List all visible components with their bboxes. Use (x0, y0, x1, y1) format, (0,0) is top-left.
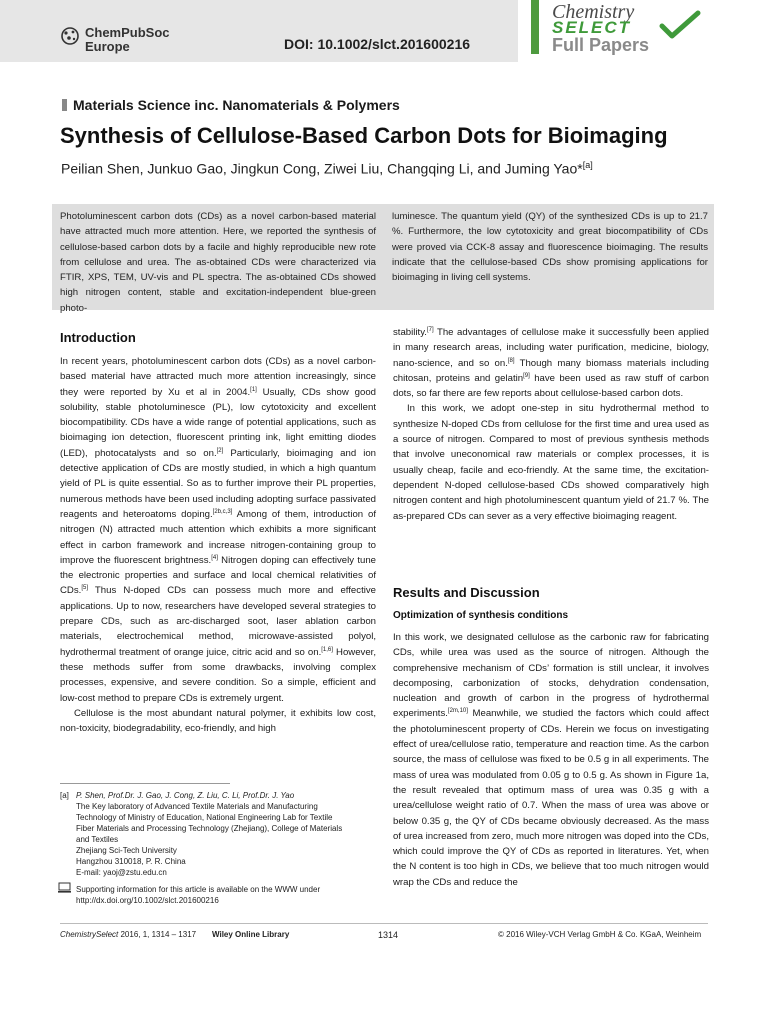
citation: [4] (211, 554, 218, 561)
results-subheading: Optimization of synthesis conditions (393, 610, 569, 621)
citation: [7] (426, 326, 434, 333)
globe-logo-icon (60, 26, 80, 46)
citation: [1] (250, 386, 257, 393)
supporting-info-text: Supporting information for this article is available on the WWW under (76, 885, 321, 894)
footnote-line: The Key laboratory of Advanced Textile Materials and Manufacturing (76, 802, 318, 811)
citation: [8] (507, 357, 515, 364)
authors-affiliation-mark: [a] (582, 160, 593, 170)
brand-full-papers: Full Papers (552, 35, 650, 55)
text-run: Thus N-doped CDs can possess much more and effective applications. Up to now, researchers have developed several strategies to prepare CDs, such as arc-discharged soot, laser ablation carbon materials, electrochemical method, microwave-assisted polyol, hydrothermal treatment of orange juice, citric acid and so on. (60, 585, 376, 658)
section-label (62, 97, 400, 113)
section-label-text: Materials Science inc. Nanomaterials & Polymers (73, 97, 400, 113)
checkmark-icon (658, 10, 702, 40)
abstract-box (52, 204, 714, 314)
citation: [2m,10] (447, 708, 468, 715)
section-bar (62, 99, 67, 111)
text-run: However, these methods suffer from some drawbacks, involving complex processes, expensive, and severe condition. So a simple, efficient and low-cost method to prepare CDs is extremely urgent. (60, 646, 377, 704)
footer-rule (60, 923, 708, 924)
footnote-line: Technology of Ministry of Education, National Engineering Lab for Textile (76, 813, 333, 822)
text-run: Meanwhile, we studied the factors which could affect the photoluminescent property of CDs. Herein we focus on investigating effect of urea/cellulose ratio, temperature and reaction time. As the carbon source, the mass of cellulose was fixed to be 0.5 g in all experiments. The mass of urea was modulated from 0.05 g to 0.5 g. As shown in Figure 1a, the result revealed that optimum mass of urea was 0.35 g with a urea/cellulose weight ratio of 0.7. When the mass of urea was above or below 0.35 g, the QY of CDs became obviously decreased. As the mass of urea increased from zero, much more nitrogen was doped into the CDs, which could improve the QY of CDs as reported in literatures. Yet, when the N content is too high in CDs, we believe that too much nitrogen would wrap the CDs and reduce the (393, 708, 709, 888)
footnote-email: E-mail: yaoj@zstu.edu.cn (76, 868, 167, 877)
logo-text-line2: Europe (85, 39, 130, 54)
text-run: have been used as raw stuff of carbon dots, so far there are few reports about cellulose-based carbon dots. (393, 372, 709, 400)
footer-library[interactable]: Wiley Online Library (212, 930, 290, 939)
footnote-line: Fiber Materials and Processing Technology (Zhejiang), College of Materials (76, 824, 343, 833)
citation: [9] (523, 372, 530, 379)
right-column-results (393, 630, 709, 890)
footer-citation (60, 930, 196, 939)
abstract-right: luminesce. The quantum yield (QY) of the synthesized CDs is up to 21.7 %. Furthermore, the low cytotoxicity and great biocompatibility of CDs were proved via CCK-8 assay and fluorescence bioimaging. The results indicate that the cellulose-based CDs show promising applications for bioimaging in living cell systems. (392, 211, 708, 284)
intro-paragraph-3 (393, 325, 709, 401)
footnote-line: and Textiles (76, 835, 119, 844)
left-column-body (60, 354, 376, 736)
text-run: The advantages of cellulose make it successfully been applied in many research areas, including water purification, medicine, biology, nano-science, and so on. (393, 327, 709, 369)
text-run: stability. (393, 327, 427, 338)
footnote-line: Hangzhou 310018, P. R. China (76, 857, 186, 866)
footnote-names: P. Shen, Prof.Dr. J. Gao, J. Cong, Z. Liu, C. Li, Prof.Dr. J. Yao (76, 791, 295, 800)
footer-journal: ChemistrySelect (60, 930, 119, 939)
text-run: In recent years, photoluminescent carbon dots (CDs) as a novel carbon-based material have attracted much more attention increasingly, since they were reported by Xu et al in 2004. (60, 356, 376, 398)
chempubsoc-logo (60, 22, 200, 62)
footnote-line: Zhejiang Sci-Tech University (76, 846, 177, 855)
journal-header (0, 0, 768, 62)
citation: [2] (216, 447, 224, 454)
doi-text: DOI: 10.1002/slct.201600216 (284, 36, 471, 52)
footer-year-volume: 2016, 1, 1314 – 1317 (118, 930, 197, 939)
text-run: Usually, CDs show good solubility, stable photoluminesce (PL), low cytotoxicity and excellent biocompatibility. CDs have a wide range of potential applications, such as bioimaging ion detection, fluorescent printing ink, light emitting diodes (LED), photocatalysts and so on. (60, 386, 376, 459)
text-run: Among of them, introduction of nitrogen (N) attracted much attention which exhibits a more significant effect in carbon framework and increase nitrogen-containing group to improve the fluorescent brightness. (60, 508, 376, 566)
right-column-top (393, 325, 709, 524)
intro-paragraph-1 (60, 354, 376, 706)
supporting-info-body (76, 884, 396, 906)
supporting-info-link[interactable]: http://dx.doi.org/10.1002/slct.201600216 (76, 896, 219, 905)
text-run: Nitrogen doping can effectively tune the electronic properties and surface and local chemical relativities of CDs. (60, 554, 376, 597)
footnote-rule (60, 783, 230, 784)
results-heading: Results and Discussion (393, 585, 540, 600)
text-run: Particularly, bioimaging and ion detective application of CDs are mostly studied, in which a high quantum yield of PL is quite essential. So as to further improve their PL properties, numerous methods have been used including adopting surface passivated reagents and heteroatoms doping. (60, 447, 376, 520)
supporting-info-note (60, 884, 400, 908)
brand-chemistry: Chemistry (552, 1, 635, 23)
results-paragraph-1 (393, 630, 709, 890)
text-run: Though many biomass materials including chitosan, proteins and gelatin (393, 357, 709, 384)
authors-text: Peilian Shen, Junkuo Gao, Jingkun Cong, Ziwei Liu, Changqing Li, and Juming Yao* (61, 160, 583, 177)
footnote-label: [a] (60, 791, 69, 800)
chemistry-select-brand (518, 0, 768, 62)
citation: [2b,c,3] (212, 508, 233, 515)
citation: [5] (81, 585, 88, 592)
article-title: Synthesis of Cellulose-Based Carbon Dots for Bioimaging (60, 123, 668, 148)
introduction-heading: Introduction (60, 330, 136, 345)
intro-paragraph-4: In this work, we adopt one-step in situ hydrothermal method to synthesize N-doped CDs from cellulose for the first time and urea used as a source of nitrogen. Compared to most of previous synthesis methods that involve uneconomical raw materials or complex processes, it is usually cheap, facile and eco-friendly. At the same time, the excitation-dependent N-doped cellulose-based CDs showed comparatively high nitrogen content and high photoluminescent quantum yield of 21.7 %. The as-prepared CDs can sever as a very effective bioimaging reagent. (393, 403, 709, 522)
author-list (61, 160, 593, 177)
intro-paragraph-2: Cellulose is the most abundant natural polymer, it exhibits low cost, non-toxicity, biodegradability, eco-friendly, and high (60, 707, 376, 735)
text-run: In this work, we designated cellulose as the carbonic raw for fabricating CDs, while urea was used as the source of nitrogen. Although the comprehensive mechanism of CDs’ formation is still unclear, it involves decomposing, carbonization of stocks, dehydration condensation, nucleation and growth of carbon in the progress of hydrothermal experiments. (393, 632, 709, 720)
citation: [1,6] (321, 646, 333, 653)
page-number: 1314 (378, 930, 399, 940)
logo-text-line1: ChemPubSoc (85, 25, 170, 40)
brand-green-bar (531, 0, 539, 54)
brand-select: SELECT (552, 18, 632, 37)
affiliation-footnote (60, 790, 400, 880)
abstract-left: Photoluminescent carbon dots (CDs) as a novel carbon-based material have attracted much more attention. Here, we reported the synthesis of cellulose-based carbon dots by a facile and highly reproducible new rote from cellulose and urea. The as-obtained CDs were characterized via FTIR, XPS, TEM, UV-vis and PL spectra. The as-obtained CDs showed high nitrogen content, stable and excitation-independent blue-green photo- (60, 211, 376, 314)
footnote-body (76, 790, 396, 878)
footer-copyright: © 2016 Wiley-VCH Verlag GmbH & Co. KGaA, Weinheim (498, 930, 702, 939)
